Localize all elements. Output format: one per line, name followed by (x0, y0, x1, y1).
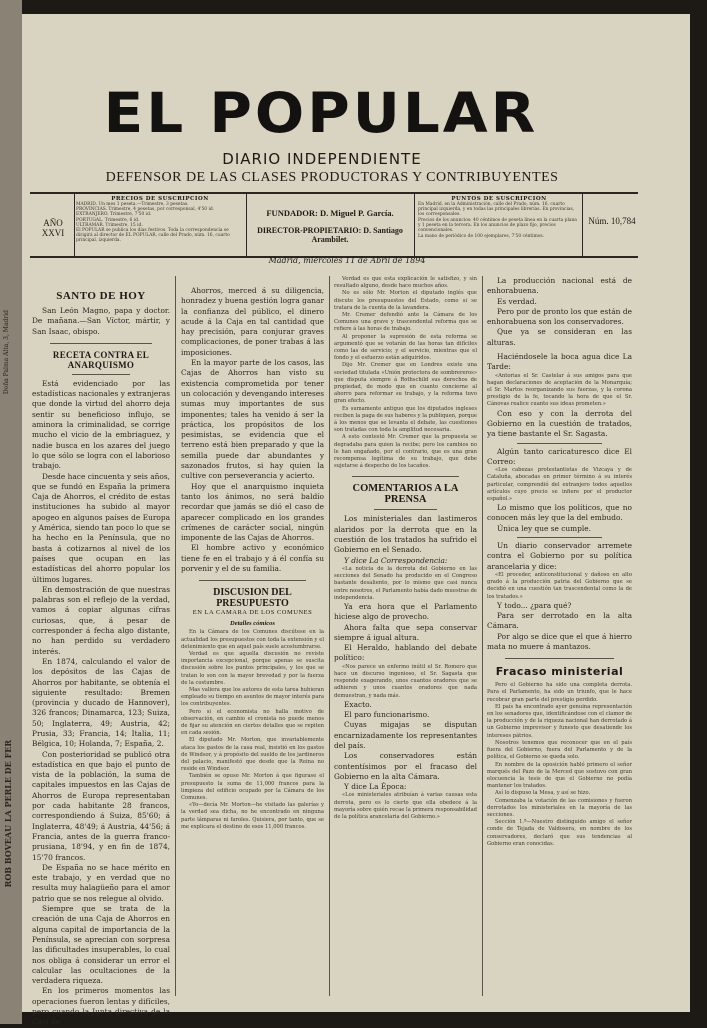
fine-paragraph: Comenzaba la votación de las comisiones y fueron derrotados los ministeriales en la mayoría de las secciones. (487, 797, 632, 818)
article-paragraph: La producción nacional está de enhorabuena. (487, 276, 632, 296)
article-paragraph: Pero por de pronto los que están de enhorabuena son los conservadores. (487, 306, 632, 327)
article-paragraph: Que ya se consideran en las alturas. (487, 327, 632, 347)
article-paragraph: En 1874, calculando el valor de los depósitos de las Cajas de Ahorros por habitante, se obtenía el siguiente resultado: Bremen (provincia y ducado de Hannover), 326 francos; Dinamarca, 123; Suiza, 50; Inglaterra, 49; Austria, 42; Prusia, 33; Francia, 14; Italia, 11; Bélgica, 10; Holanda, 7; España, 2. (32, 656, 170, 749)
article-title: RECETA CONTRA EL ANARQUISMO (52, 349, 150, 370)
article-paragraph: Cuyas migajas se disputan encarnizadamente los representantes del país. (334, 720, 477, 750)
fine-paragraph: Así lo dispuso la Mesa, y así se hizo. (495, 790, 591, 797)
article-paragraph: Lo mismo que los políticos, que no conocen más ley que la del embudo. (487, 503, 632, 523)
column-1 (32, 286, 170, 1027)
fine-paragraph: «La noticia de la derrota del Gobierno en las secciones del Senado ha producido en el Congreso bastante desaliento, por lo mismo que casi nunca entre nosotros, el Parlamento había dado muestras de independencia. (334, 565, 477, 601)
prices-line: ULTRAMAR. Trimestre, 15 id. (76, 222, 143, 228)
prices-line: PORTUGAL. Trimestre, 6 id. (76, 217, 140, 223)
masthead-title: EL POPULAR (103, 80, 539, 146)
section-title: COMENTARIOS A LA PRENSA (352, 483, 459, 506)
points-line: En Madrid, en la Administración, calle del Prado, núm. 16, cuarto principal izquierda, y en todas las principales librerías. En provincias, los corresponsales. (418, 202, 575, 218)
fine-paragraph: El país ha encontrado ayer genuina representación en los senadores que, identificándose con el clamor de la producción y de la riqueza nacional han derrotado á un Gobierno imprevisor y funesto que desatiende los intereses pátrios. (487, 703, 632, 739)
article-paragraph: Por algo se dice que el que á hierro mata no muere á mantazos. (487, 631, 632, 651)
binding-stamp-1: Doña Palma Alta, 3, Madrid (3, 310, 10, 395)
fine-paragraph: También se opuso Mr. Morton á que figurase el presupuesto la suma de 11,000 francos para la limpieza del edificio ocupado por la Cámara de los Comunes. (181, 773, 324, 801)
fine-paragraph: Verdad es que aquella discusión no reviste importancia excepcional, porque apenas se suscita discusión sobre los puntos principales, y los que se tratan lo son con la mayor brevedad y por la fuerza de la costumbre. (181, 650, 324, 686)
article-paragraph: En los primeros momentos las operaciones fueron lentas y difíciles, pero cuando la Junta directiva de la Caja de (32, 986, 170, 1027)
fine-paragraph: «El proceder, anticonstitucional y dañoso en alto grado á la producción patria del Gobierno que se decidió en una cuestión tan trascendental como la de los tratados.» (487, 571, 632, 600)
subscription-points (418, 196, 580, 239)
article-paragraph: Los conservadores están contentísimos por el fracaso del Gobierno en la alta Cámara. (334, 751, 477, 781)
article-paragraph: Ya era hora que el Parlamento hiciese algo de provecho. (334, 601, 477, 622)
fine-paragraph: A esto contestó Mr. Cremer que la propuesta se degradaba para quien la recibe; pero los cambios no le han engañado, por el contrario, que es una gran recompensa legítima de su trabajo, que debe sujetarse á despecho de los tacaños. (334, 434, 477, 470)
founder-line: FUNDADOR: D. Miguel P. García. (266, 208, 394, 218)
article-paragraph: Única ley que se cumple. (497, 523, 591, 533)
fine-paragraph: Pero el Gobierno ha sido una completa derrota. Para el Parlamento, ha sido un triunfo, que le hace recobrar gran parte del prestigio perdido. (487, 682, 632, 703)
fine-paragraph: Dijo Mr. Cremer que en Londres existe una sociedad titulada «Unión protectora de sombrereros» que disputa siempre á Rothschild sus derechos de propiedad, de modo que en cuanto concierne al ahorro para reformar su trabajo, y la reforma tuvo gran efecto. (334, 362, 477, 405)
fine-paragraph: En la Cámara de los Comunes discútese en la actualidad los presupuestos con toda la extensión y el detenimiento que en aquel país suele acostumbrarse. (181, 629, 324, 650)
dateline: Madrid, miércoles 11 de Abril de 1894 (268, 256, 426, 265)
article-paragraph: De España no se hace mérito en este trabajo, y en verdad que no resulta muy halagüeño para el amor patrio que se nos relegue al olvido. (32, 862, 170, 903)
column-4 (487, 276, 632, 996)
article-paragraph: Está evidenciado por las estadísticas nacionales y extranjeras que donde la virtud del ahorro deja sentir su beneficioso influjo, se aminora la criminalidad, se corrige mucho el vicio de la embriaguez, y nadie busca en los azares del juego lo que sólo se logra con el laborioso trabajo. (32, 378, 170, 471)
article-paragraph: El paro funcionarismo. (344, 710, 430, 720)
fine-paragraph: Mas valiera que los autores de esta tarea hubieran empleado su tiempo en asuntos de mayor interés para los contribuyentes. (181, 686, 324, 708)
article-paragraph: Desde hace cincuenta y seis años, que se fundó en España la primera Caja de Ahorros, el crédito de estas instituciones ha subido al mayor apogeo en algunos países de Europa y América, siendo tan poco lo que se ha hecho en la Península, que no basta á cotizarnos al nivel de los países que ocupan en las estadísticas del ahorro popular los últimos lugares. (32, 471, 170, 584)
fine-paragraph: «Los ministeriales atribuían á varias causas esta derrota, pero es lo cierto que ella obedece á la mayoría sobre quién recae la primera responsabilidad de la política arancelaria del Gobierno.» (334, 792, 477, 821)
article-paragraph: Siempre que se trata de la creación de una Caja de Ahorros en alguna capital de importancia de la Península, se aprecian con sorpresa las dificultades insuperables, lo cual nos obliga á considerar un error el calcular las ocultaciones de la verdadera riqueza. (32, 904, 170, 986)
masthead-tagline: DEFENSOR DE LAS CLASES PRODUCTORAS Y CONTRIBUYENTES (105, 170, 559, 185)
fine-paragraph: «Nos parece un enfermo inútil el Sr. Romero que hace un discurso ingenioso, el Sr. Sagasta que responde exagerando, unos cuantos oradores que se adhieren y unos cuantos oradores que nada demuestran, y nada más. (334, 663, 477, 699)
fine-paragraph: Pero si el economista no halla motivo de observación, en cambio el cronista no puede menos de fijar su atención en ciertos detalles que se repiten en cada sesión. (181, 708, 324, 737)
article-paragraph: Para ser derrotado en la alta Cámara. (487, 611, 632, 631)
saints-text: San León Magno, papa y doctor. De mañana.—San Víctor, mártir, y San Isaac, obispo. (32, 306, 170, 336)
newspaper-page (22, 14, 690, 1027)
points-line: Precios de los anuncios: 40 céntimos de peseta línea en la cuarta plana y 1 peseta en la tercera. En los anuncios de plazo fijo, precios convencionales. (418, 218, 577, 234)
year-label: AÑO XXVI (41, 218, 65, 238)
fine-paragraph: «Los cabezas protestantistas de Vizcaya y de Cataluña, abocadas en primer término á su interés particular, comprendió del extranjero todos aquellos artículos cuyo precio se infiere por el productor español.» (487, 467, 632, 502)
fine-paragraph: Es sumamente antiguo que los diputados ingleses reciben la paga de sus haberes y la publiquen, porque á los menos que se levanta el debate, las cuestiones son tratadas con toda la amplitud necesaria. (334, 405, 477, 434)
fine-paragraph: El diputado Mr. Morton, que invariablemente ataca los gastos de la casa real, insistió en los gastos de Windsor, y á propósito del sueldo de los jardineros del palacio, manifestó que desde que la Reina no reside en Windsor. (181, 737, 324, 773)
prices-title: PRECIOS DE SUSCRIPCION (111, 196, 209, 202)
prices-line: PROVINCIAS. Trimestre, 4 pesetas, por corresponsal, 4'50 id. (76, 207, 215, 213)
article-paragraph: Y dice La Época: (344, 782, 407, 792)
article-paragraph: Ahorros, merced á su diligencia, honradez y buena gestión logra ganar la confianza del público, el dinero acude á la Caja en tal cantidad que hay precisión, para conjurar graves complicaciones, de poner trabas á las imposiciones. (181, 286, 324, 357)
section-title: Fracaso ministerial (495, 665, 624, 679)
article-paragraph: Exacto. (344, 699, 372, 709)
article-paragraph: Hoy que el anarquismo inquieta tanto los ánimos, no será baldío recordar que jamás se dió el caso de aparecer complicado en los grandes crímenes de carácter social, ningún imponente de las Cajas de Ahorros. (181, 481, 324, 543)
column-2 (181, 286, 324, 1006)
fine-paragraph: Nosotros tenemos que reconocer que en el país fuera del Gobierno, fuera del Parlamento y de la política, el Gobierno se queda solo. (487, 739, 632, 761)
saints-title: SANTO DE HOY (56, 290, 146, 302)
article-paragraph: Y dice La Correspondencia: (344, 555, 448, 565)
prices-line: MADRID. Un mes 1 peseta.—Trimestre, 3 pesetas. (76, 202, 189, 207)
article-paragraph: Algún tanto caricaturesco dice El Correo: (487, 446, 632, 466)
article-paragraph: Haciéndosele la boca agua dice La Tarde: (487, 352, 632, 372)
column-3 (334, 276, 477, 996)
binding-margin (0, 0, 22, 1024)
article-paragraph: El Heraldo, hablando del debate político: (334, 643, 477, 663)
fine-paragraph: En nombre de la oposición habló primero el señor marqués del Pazo de la Merced que sostuvo con gran elocuencia la tesis de que el Gobierno no podía mantener los tratados. (487, 761, 632, 790)
prices-line: EXTRANJERO. Trimestre, 7'50 id. (76, 212, 152, 218)
article-paragraph: En demostración de que nuestras palabras son el reflejo de la verdad, vamos á copiar algunas cifras curiosas, que, á pesar de corresponder á fecha algo distante, no han perdido su verdadero interés. (32, 584, 170, 656)
detail-title: Detalles cómicos (230, 620, 275, 628)
fine-paragraph: Verdad es que esta explicación le satisfizo, y sin resultado alguno, desde hace muchos años. (334, 276, 477, 290)
fine-paragraph: Al proponer la supresión de esta reforma se argumentó que se votarán de las horas tan difíciles como las de servicio; y el servicio, mientras que el fondo y el esfuerzo están adquiridos. (334, 333, 477, 362)
header-box (30, 192, 638, 258)
director-line: DIRECTOR-PROPIETARIO: D. Santiago Arambilet. (257, 226, 403, 244)
issue-number: Núm. 10,784 (588, 216, 636, 226)
article-paragraph: Ahora falta que sepa conservar siempre á igual altura. (334, 622, 477, 642)
section-subtitle: EN LA CAMARA DE LOS COMUNES (192, 609, 313, 617)
binding-stamp-2: ROB BOVEAU LA PERLE DE FER (3, 740, 13, 888)
article-paragraph: Y todo... ¿para qué? (497, 600, 572, 610)
article-paragraph: Es verdad. (497, 296, 537, 306)
section-title: DISCUSION DEL PRESUPUESTO (213, 587, 292, 610)
article-paragraph: Con eso y con la derrota del Gobierno en la cuestión de tratados, ya tiene bastante el Sr. Sagasta. (487, 408, 632, 439)
points-line: La mano de periódico de 100 ejemplares, 7'50 céntimos. (418, 234, 545, 239)
article-paragraph: En la mayor parte de los casos, las Cajas de Ahorros han visto su existencia comprometida por tener un colocación y devengando intereses sumas muy importantes de sus imponentes; tales ha venido á ser la práctica, los propósitos de los pesimistas, se evidencia que el terreno está bien preparado y que la semilla puede dar abundantes y sazonados frutos, si hay quien la cultive con perseverancia y acierto. (181, 358, 324, 481)
masthead-subtitle: DIARIO INDEPENDIENTE (222, 150, 422, 168)
article-paragraph: Con posterioridad se publicó otra estadística en que bajo el punto de vista de la población, la suma de capitales impuestos en las Cajas de Ahorros de Europa representaban por cada habitante 28 francos, correspondiendo á Suiza, 85'60; á Inglaterra, 48'49; á Austria, 44'56; á Francia, antes de la guerra franco-prusiana, 18'94, y en fin de 1874, 15'70 francos. (32, 749, 170, 862)
article-paragraph: Los ministeriales dan lastimeros alaridos por la derrota que en la cuestión de los tratados ha sufrido el Gobierno en el Senado. (334, 514, 477, 555)
subscription-prices (76, 196, 244, 244)
fine-paragraph: «Antorias el Sr. Castelar á sus amigos para que hagan declaraciones de aceptación de la Monarquía; el Sr. Martos reorganizando sus fuerzas, y la corona prestigio de la fe, tocando la hora de que el Sr. Cánovas realice cuanto sus ideas prometen.» (487, 372, 632, 408)
fine-paragraph: Sección 1.ª—Nuestro distinguido amigo el señor conde de Tejada de Valdosera, en nombre de los conservadores, declaró que sus tendencias al Gobierno eran conocidas. (487, 819, 632, 847)
article-paragraph: El hombre activo y económico tiene fe en el trabajo y á él confía su porvenir y el de su familia. (181, 543, 324, 574)
article-paragraph: Un diario conservador arremete contra el Gobierno por su política arancelaria y dice: (487, 541, 632, 571)
fine-paragraph: Mr. Cremer defendió ante la Cámara de los Comunes una grave y trascendental reforma que se refiere á las horas de trabajo. (334, 312, 477, 333)
prices-line: El POPULAR se publica los días festivos. Toda la correspondencia se dirigirá al director de EL POPULAR, calle del Prado, núm. 16, cuarto principal, izquierda. (76, 228, 230, 244)
fine-paragraph: No es sólo Mr. Morton el diputado inglés que discute los presupuestos del Estado, como si se tratara de la cuenta de la lavandera. (334, 290, 477, 311)
fine-paragraph: «Yo—decía Mr. Morton—he visitado las galerías y la verdad sea dicha, no he encontrado en ninguna parte lámparas ni faroles. Quisiera, por tanto, que se me explicara el destino de esos 11,000 francos. (181, 802, 324, 830)
points-title: PUNTOS DE SUSCRIPCION (451, 196, 547, 202)
